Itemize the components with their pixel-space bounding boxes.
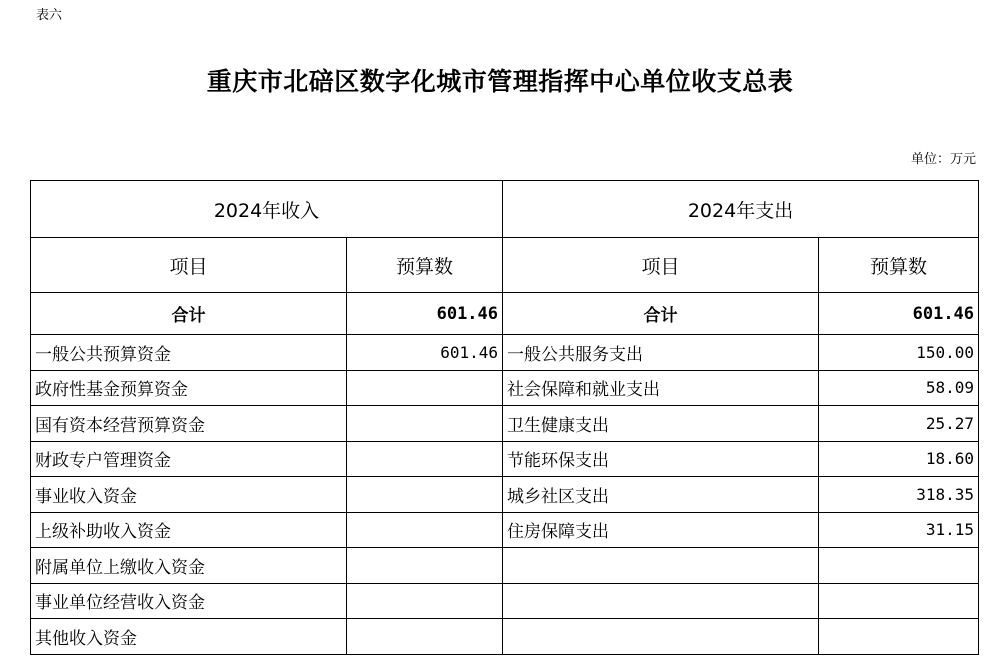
- income-item-cell: 国有资本经营预算资金: [31, 406, 347, 442]
- expense-item-cell: 一般公共服务支出: [503, 335, 819, 371]
- income-amount-header: 预算数: [347, 238, 503, 293]
- income-item-cell: 事业单位经营收入资金: [31, 583, 347, 619]
- expense-amount-cell: 31.15: [819, 512, 979, 548]
- income-amount-cell: [347, 548, 503, 584]
- table-row: [31, 548, 979, 584]
- expense-item-cell: [503, 583, 819, 619]
- income-item-cell: 附属单位上缴收入资金: [31, 548, 347, 584]
- unit-label: 单位：万元: [910, 152, 976, 167]
- income-amount-cell: [347, 370, 503, 406]
- table-row: [31, 619, 979, 655]
- table-row: [31, 370, 979, 406]
- income-amount-cell: 601.46: [347, 335, 503, 371]
- table-row: [31, 512, 979, 548]
- expense-item-cell: 住房保障支出: [503, 512, 819, 548]
- income-item-cell: 上级补助收入资金: [31, 512, 347, 548]
- income-item-header: 项目: [31, 238, 347, 293]
- expense-amount-cell: 18.60: [819, 441, 979, 477]
- expense-amount-cell: [819, 548, 979, 584]
- expense-item-cell: 社会保障和就业支出: [503, 370, 819, 406]
- table-row: [31, 477, 979, 513]
- total-row: [31, 293, 979, 335]
- expense-item-cell: 节能环保支出: [503, 441, 819, 477]
- income-item-cell: 一般公共预算资金: [31, 335, 347, 371]
- year-header-row: [31, 181, 979, 238]
- budget-summary-table: [30, 180, 979, 655]
- income-amount-cell: [347, 512, 503, 548]
- expense-item-header: 项目: [503, 238, 819, 293]
- income-amount-cell: [347, 619, 503, 655]
- income-total-label: 合计: [31, 293, 347, 335]
- expense-item-cell: [503, 548, 819, 584]
- expense-amount-cell: 318.35: [819, 477, 979, 513]
- table-row: [31, 335, 979, 371]
- expense-amount-cell: 25.27: [819, 406, 979, 442]
- column-header-row: [31, 238, 979, 293]
- expense-amount-cell: [819, 619, 979, 655]
- table-row: [31, 583, 979, 619]
- income-item-cell: 事业收入资金: [31, 477, 347, 513]
- expense-amount-cell: 150.00: [819, 335, 979, 371]
- table-number-label: 表六: [36, 8, 63, 23]
- table-row: [31, 441, 979, 477]
- expense-amount-cell: [819, 583, 979, 619]
- expense-item-cell: 卫生健康支出: [503, 406, 819, 442]
- expense-amount-cell: 58.09: [819, 370, 979, 406]
- income-amount-cell: [347, 441, 503, 477]
- expense-amount-header: 预算数: [819, 238, 979, 293]
- income-amount-cell: [347, 477, 503, 513]
- expense-year-header: 2024年支出: [503, 181, 979, 238]
- income-item-cell: 财政专户管理资金: [31, 441, 347, 477]
- expense-item-cell: 城乡社区支出: [503, 477, 819, 513]
- income-total-value: 601.46: [347, 293, 503, 335]
- income-item-cell: 其他收入资金: [31, 619, 347, 655]
- table-row: [31, 406, 979, 442]
- income-amount-cell: [347, 406, 503, 442]
- expense-total-label: 合计: [503, 293, 819, 335]
- document-title: 重庆市北碚区数字化城市管理指挥中心单位收支总表: [206, 67, 794, 96]
- income-year-header: 2024年收入: [31, 181, 503, 238]
- income-amount-cell: [347, 583, 503, 619]
- expense-item-cell: [503, 619, 819, 655]
- income-item-cell: 政府性基金预算资金: [31, 370, 347, 406]
- expense-total-value: 601.46: [819, 293, 979, 335]
